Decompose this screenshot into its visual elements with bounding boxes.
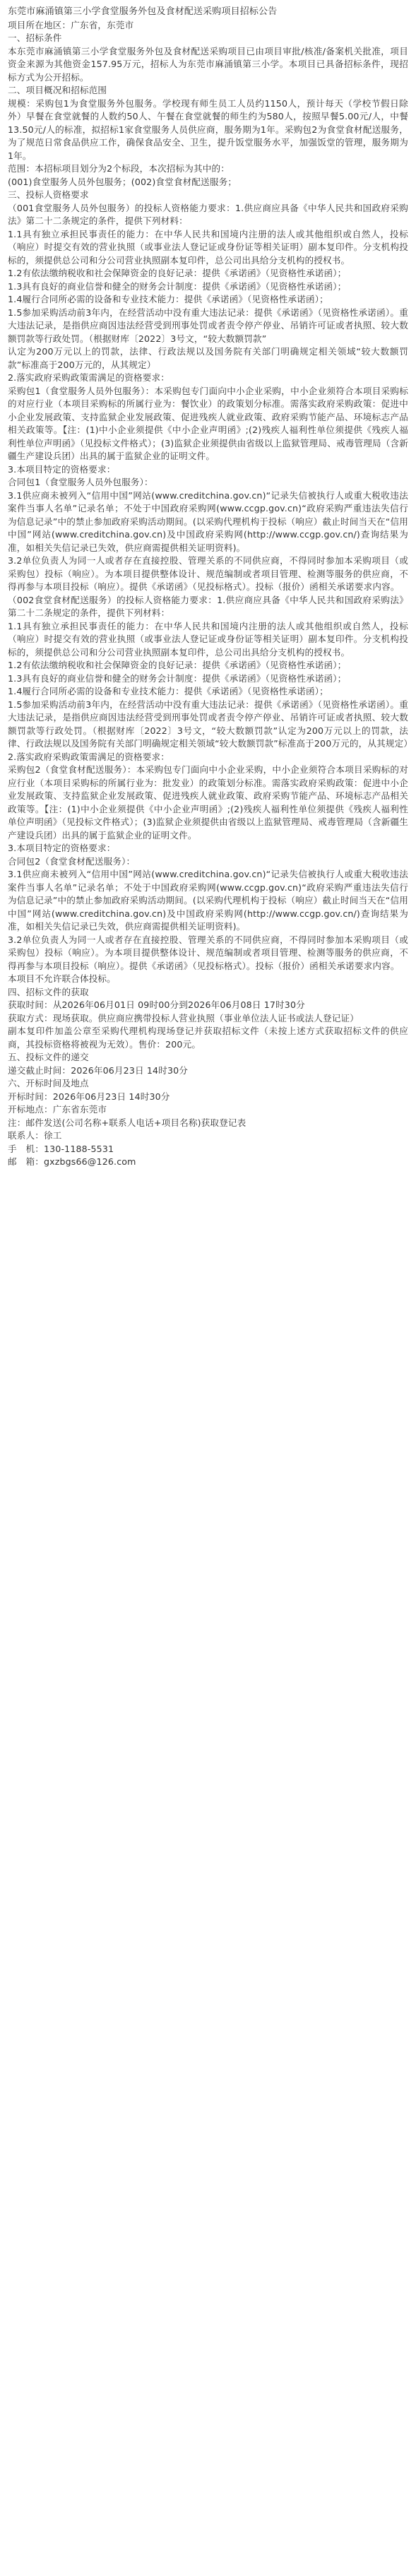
- paragraph: 1.4履行合同所必需的设备和专业技术能力：提供《承诺函》（见资格性承诺函）；: [8, 294, 328, 304]
- paragraph: 2.落实政府采购政策需满足的资格要求：: [8, 751, 170, 762]
- paragraph: 项目所在地区：广东省，东莞市: [8, 19, 134, 30]
- paragraph: 3.2单位负责人为同一人或者存在直接控股、管理关系的不同供应商，不得同时参加本采购项目（或采购包）投标（响应）。为本项目提供整体设计、规范编制或者项目管理、检测等服务的供应商，不得再参与本项目投标（响应）。提供《承诺函》（见投标格式）。投标（报价）函相关承诺要求内容。: [8, 555, 408, 592]
- paragraph: 采购包1（食堂服务人员外包服务）：本采购包专门面向中小企业采购，中小企业须符合本项目采购标的对应行业（本项目采购标的所属行业为：餐饮业）的政策划分标准。需落实政府采购政策：促进中小企业发展政策、支持监狱企业发展政策、促进残疾人就业政策、政府采购节能产品、环境标志产品相关政策等。【注：(1)中小企业须提供《中小企业声明函》;(2)残疾人福利性单位须提供《残疾人福利性单位声明函》（见投标文件格式）；(3)监狱企业须提供由省级以上监狱管理局、戒毒管理局（含新疆生产建设兵团）出具的属于监狱企业的证明文件。: [8, 385, 408, 461]
- announcement-body: [8, 19, 413, 1169]
- paragraph: 1.2有依法缴纳税收和社会保障资金的良好记录：提供《承诺函》（见资格性承诺函）；: [8, 660, 347, 670]
- paragraph: 3.2单位负责人为同一人或者存在直接控股、管理关系的不同供应商，不得同时参加本采购项目（或采购包）投标（响应）。为本项目提供整体设计、规范编制或者项目管理、检测等服务的供应商，不得再参与本项目投标（响应）。提供《承诺函》（见投标格式）。投标（报价）函相关承诺要求内容。: [8, 934, 408, 971]
- paragraph: 获取时间：从2026年06月01日 09时00分到2026年06月08日 17时30分: [8, 999, 305, 1010]
- paragraph: 三、投标人资格要求: [8, 189, 89, 200]
- paragraph: 四、招标文件的获取: [8, 986, 89, 997]
- paragraph: 采购包2（食堂食材配送服务）：本采购包专门面向中小企业采购，中小企业须符合本项目采购标的对应行业（本项目采购标的所属行业为：批发业）的政策划分标准。需落实政府采购政策：促进中小企业发展政策、支持监狱企业发展政策、促进残疾人就业政策、政府采购节能产品、环境标志产品相关政策等。【注：(1)中小企业须提供《中小企业声明函》;(2)残疾人福利性单位须提供《残疾人福利性单位声明函》（见投标文件格式）；(3)监狱企业须提供由省级以上监狱管理局、戒毒管理局（含新疆生产建设兵团）出具的属于监狱企业的证明文件。: [8, 764, 408, 841]
- paragraph: 本东莞市麻涌镇第三小学食堂服务外包及食材配送采购项目已由项目审批/核准/备案机关批准，项目资金来源为其他资金157.95万元，招标人为东莞市麻涌镇第三小学。本项目已具备招标条件，现招标方式为公开招标。: [8, 45, 408, 83]
- page-title: 东莞市麻涌镇第三小学食堂服务外包及食材配送采购项目招标公告: [8, 6, 278, 17]
- paragraph: 本项目不允许联合体投标。: [8, 973, 116, 984]
- paragraph: 一、招标条件: [8, 32, 62, 43]
- paragraph: 五、投标文件的递交: [8, 1052, 89, 1062]
- paragraph: 副本复印件加盖公章至采购代理机构现场登记并获取招标文件（未按上述方式获取招标文件的供应商，其投标资格将被视为无效）。售价：200元。: [8, 1026, 408, 1050]
- paragraph: （001食堂服务人员外包服务）的投标人资格能力要求：1.供应商应具备《中华人民共和国政府采购法》第二十二条规定的条件，提供下列材料：: [8, 202, 408, 226]
- paragraph: 注：邮件发送(公司名称+联系人电话+项目名称)获取登记表: [8, 1117, 246, 1128]
- paragraph: 1.2有依法缴纳税收和社会保障资金的良好记录：提供《承诺函》（见资格性承诺函）；: [8, 268, 347, 278]
- paragraph: 1.1具有独立承担民事责任的能力：在中华人民共和国境内注册的法人或其他组织或自然人，投标（响应）时提交有效的营业执照（或事业法人登记证或身份证等相关证明）副本复印件。分支机构投标的，须提供总公司和分公司营业执照副本复印件，总公司出具给分支机构的授权书。: [8, 620, 408, 658]
- paragraph: 六、开标时间及地点: [8, 1078, 89, 1088]
- paragraph: 二、项目概况和招标范围: [8, 85, 107, 95]
- paragraph: 获取方式：现场获取。供应商应携带投标人营业执照（事业单位法人证书或法人登记证）: [8, 1012, 359, 1023]
- paragraph: 1.5参加采购活动前3年内，在经营活动中没有重大违法记录：提供《承诺函》（见资格性承诺函）。重大违法记录，是指供应商因违法经营受到刑事处罚或者责令停产停业、吊销许可证或者执照、较大数额罚款等行政处罚。（根据财库〔2022〕3号文，“较大数额罚款”认定为200万元以上的罚款，法律、行政法规以及国务院有关部门明确规定相关领域“较大数额罚款”标准高于200万元的，从其规定）: [8, 699, 413, 749]
- paragraph: 合同包1（食堂服务人员外包服务）：: [8, 477, 153, 487]
- paragraph: 联系人：徐工: [8, 1130, 62, 1141]
- paragraph: 规模：采购包1为食堂服务外包服务。学校现有师生员工人员约1150人，预计每天（学校节假日除外）早餐在食堂就餐的人数约50人、午餐在食堂就餐的师生约为580人，按照早餐5.00元/人，中餐13.50元/人的标准，拟招标1家食堂服务人员供应商，服务期为1年。采购包2为食堂食材配送服务，为了规范日常食品供应工作，确保食品安全、卫生，提升饭堂服务水平，加强饭堂的管理，服务期为1年。: [8, 97, 408, 161]
- announcement-document: [0, 0, 416, 1176]
- paragraph: 3.1供应商未被列入“信用中国”网站(www.creditchina.gov.cn)“记录失信被执行人或重大税收违法案件当事人名单”记录名单；不处于中国政府采购网(www.ccgp.gov.cn)“政府采购严重违法失信行为信息记录”中的禁止参加政府采购活动期间。(以采购代理机构于投标（响应）截止时间当天在“信用中国”网站(www.creditchina.gov.cn)及中国政府采购网(http://www.ccgp.gov.cn/)查询结果为准，如相关失信记录已失效，供应商需提供相关证明资料)。: [8, 869, 408, 932]
- paragraph: 2.落实政府采购政策需满足的资格要求：: [8, 372, 170, 383]
- paragraph: 3.1供应商未被列入“信用中国”网站(www.creditchina.gov.cn)“记录失信被执行人或重大税收违法案件当事人名单”记录名单；不处于中国政府采购网(www.ccgp.gov.cn)“政府采购严重违法失信行为信息记录”中的禁止参加政府采购活动期间。(以采购代理机构于投标（响应）截止时间当天在“信用中国”网站(www.creditchina.gov.cn)及中国政府采购网(http://www.ccgp.gov.cn/)查询结果为准，如相关失信记录已失效，供应商需提供相关证明资料)。: [8, 489, 408, 553]
- paragraph: 手 机：130-1188-5531: [8, 1143, 114, 1154]
- paragraph: 合同包2（食堂食材配送服务）：: [8, 855, 136, 867]
- paragraph: 递交截止时间：2026年06月23日 14时30分: [8, 1064, 189, 1076]
- paragraph: （002食堂食材配送服务）的投标人资格能力要求：1.供应商应具备《中华人民共和国政府采购法》第二十二条规定的条件，提供下列材料：: [8, 594, 408, 618]
- paragraph: 范围：本招标项目划分为2个标段，本次招标为其中的：: [8, 163, 230, 174]
- paragraph: 1.4履行合同所必需的设备和专业技术能力：提供《承诺函》（见资格性承诺函）；: [8, 686, 328, 696]
- paragraph: 1.3具有良好的商业信誉和健全的财务会计制度：提供《承诺函》（见资格性承诺函）；: [8, 672, 347, 684]
- paragraph: 1.3具有良好的商业信誉和健全的财务会计制度：提供《承诺函》（见资格性承诺函）；: [8, 280, 347, 292]
- paragraph: 邮 箱：gxzbgs66@126.com: [8, 1156, 136, 1167]
- paragraph: 1.5参加采购活动前3年内，在经营活动中没有重大违法记录：提供《承诺函》（见资格性承诺函）。重大违法记录，是指供应商因违法经营受到刑事处罚或者责令停产停业、吊销许可证或者执照、较大数额罚款等行政处罚。（根据财库〔2022〕3号文，“较大数额罚款”: [8, 307, 408, 344]
- paragraph: 3.本项目特定的资格要求：: [8, 843, 116, 853]
- paragraph: 1.1具有独立承担民事责任的能力：在中华人民共和国境内注册的法人或其他组织或自然人，投标（响应）时提交有效的营业执照（或事业法人登记证或身份证等相关证明）副本复印件。分支机构投标的，须提供总公司和分公司营业执照副本复印件，总公司出具给分支机构的授权书。: [8, 228, 408, 266]
- paragraph: 3.本项目特定的资格要求：: [8, 463, 116, 475]
- paragraph: 开标时间：2026年06月23日 14时30分: [8, 1091, 170, 1102]
- paragraph: (001)食堂服务人员外包服务；(002)食堂食材配送服务；: [8, 176, 237, 187]
- paragraph: 认定为200万元以上的罚款，法律、行政法规以及国务院有关部门明确规定相关领域“较大数额罚款”标准高于200万元的，从其规定）: [8, 346, 408, 370]
- paragraph: 开标地点：广东省东莞市: [8, 1104, 107, 1115]
